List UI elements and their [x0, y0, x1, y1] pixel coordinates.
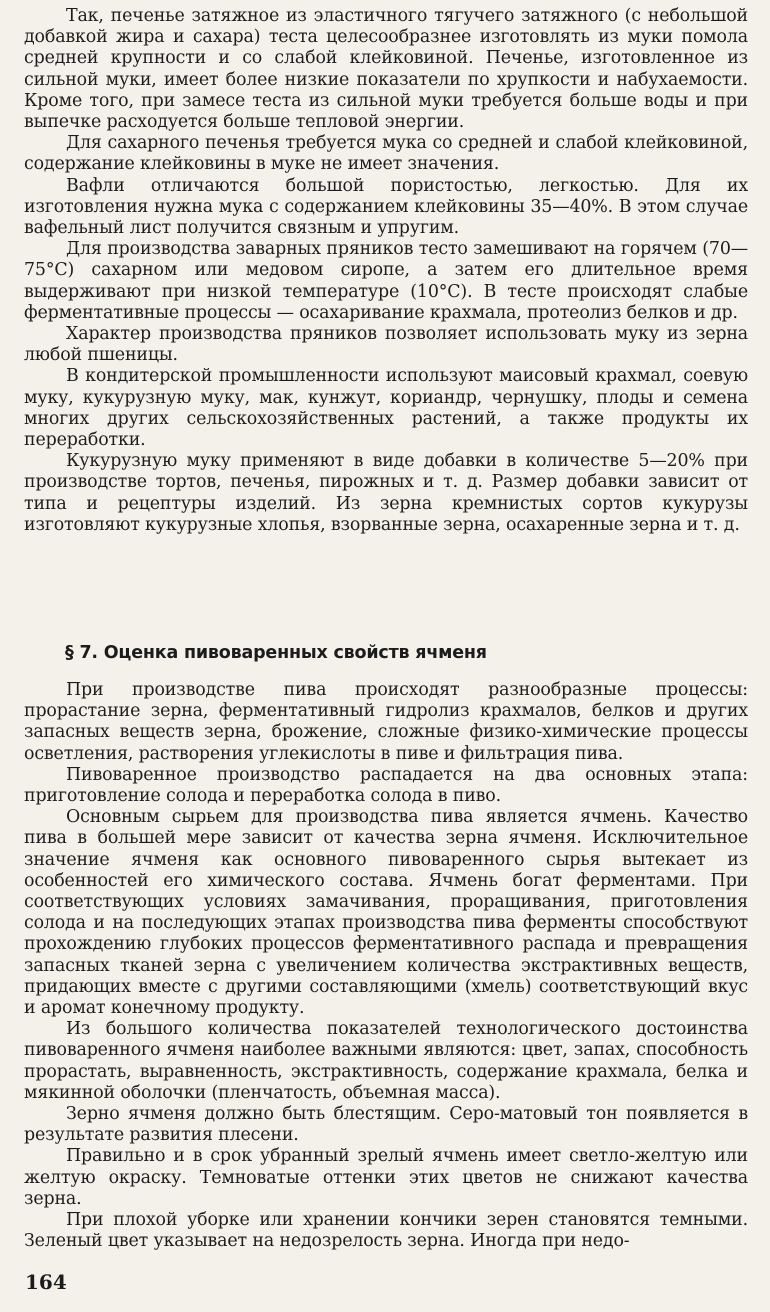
paragraph: Для сахарного печенья требуется мука со средней и слабой клейковиной, содержание клейковины в муке не имеет значения.: [24, 133, 748, 175]
paragraph: При плохой уборке или хранении кончики зерен становятся темными. Зеленый цвет указывает на недозрелость зерна. Иногда при недо-: [24, 1210, 748, 1252]
bottom-text-block: [24, 680, 748, 1252]
paragraph: В кондитерской промышленности используют маисовый крахмал, соевую муку, кукурузную муку, мак, кунжут, кориандр, чернушку, плоды и семена многих других сельскохозяйственных растений, а также продукты их переработки.: [24, 366, 748, 451]
page-number: 164: [25, 1270, 67, 1294]
paragraph: Правильно и в срок убранный зрелый ячмень имеет светло-желтую или желтую окраску. Темноватые оттенки этих цветов не снижают качества зерна.: [24, 1146, 748, 1209]
paragraph: Для производства заварных пряников тесто замешивают на горячем (70—75°С) сахарном или медовом сиропе, а затем его длительное время выдерживают при низкой температуре (10°С). В тесте происходят слабые ферментативные процессы — осахаривание крахмала, протеолиз белков и др.: [24, 239, 748, 323]
paragraph: Зерно ячменя должно быть блестящим. Серо-матовый тон появляется в результате развития плесени.: [24, 1104, 748, 1146]
paragraph: Пивоваренное производство распадается на два основных этапа: приготовление солода и переработка солода в пиво.: [24, 764, 748, 807]
paragraph: При производстве пива происходят разнообразные процессы: прорастание зерна, ферментативный гидролиз крахмалов, белков и других запасных веществ зерна, брожение, сложные физико-химические процессы осветления, растворения углекислоты в пиве и фильтрация пива.: [24, 680, 748, 764]
paragraph: Вафли отличаются большой пористостью, легкостью. Для их изготовления нужна мука с содержанием клейковины 35—40%. В этом случае вафельный лист получится связным и упругим.: [24, 175, 748, 239]
paragraph: Кукурузную муку применяют в виде добавки в количестве 5—20% при производстве тортов, печенья, пирожных и т. д. Размер добавки зависит от типа и рецептуры изделий. Из зерна кремнистых сортов кукурузы изготовляют кукурузные хлопья, взорванные зерна, осахаренные зерна и т. д.: [24, 451, 748, 535]
section-heading: § 7. Оценка пивоваренных свойств ячменя: [65, 643, 487, 663]
paragraph: Основным сырьем для производства пива является ячмень. Качество пива в большей мере зависит от качества зерна ячменя. Исключительное значение ячменя как основного пивоваренного сырья вытекает из особенностей его химического состава. Ячмень богат ферментами. При соответствующих условиях замачивания, проращивания, приготовления солода и на последующих этапах производства пива ферменты способствуют прохождению глубоких процессов ферментативного распада и превращения запасных тканей зерна с увеличением количества экстрактивных веществ, придающих вместе с другими составляющими (хмель) соответствующий вкус и аромат конечному продукту.: [24, 807, 748, 1019]
top-text-block: [24, 6, 748, 536]
paragraph: Так, печенье затяжное из эластичного тягучего затяжного (с небольшой добавкой жира и сахара) теста целесообразнее изготовлять из муки помола средней крупности и со слабой клейковиной. Печенье, изготовленное из сильной муки, имеет более низкие показатели по хрупкости и набухаемости. Кроме того, при замесе теста из сильной муки требуется больше воды и при выпечке расходуется больше тепловой энергии.: [24, 6, 748, 133]
paragraph: Из большого количества показателей технологического достоинства пивоваренного ячменя наиболее важными являются: цвет, запах, способность прорастать, выравненность, экстрактивность, содержание крахмала, белка и мякинной оболочки (пленчатость, объемная масса).: [24, 1019, 748, 1103]
paragraph: Характер производства пряников позволяет использовать муку из зерна любой пшеницы.: [24, 324, 748, 366]
